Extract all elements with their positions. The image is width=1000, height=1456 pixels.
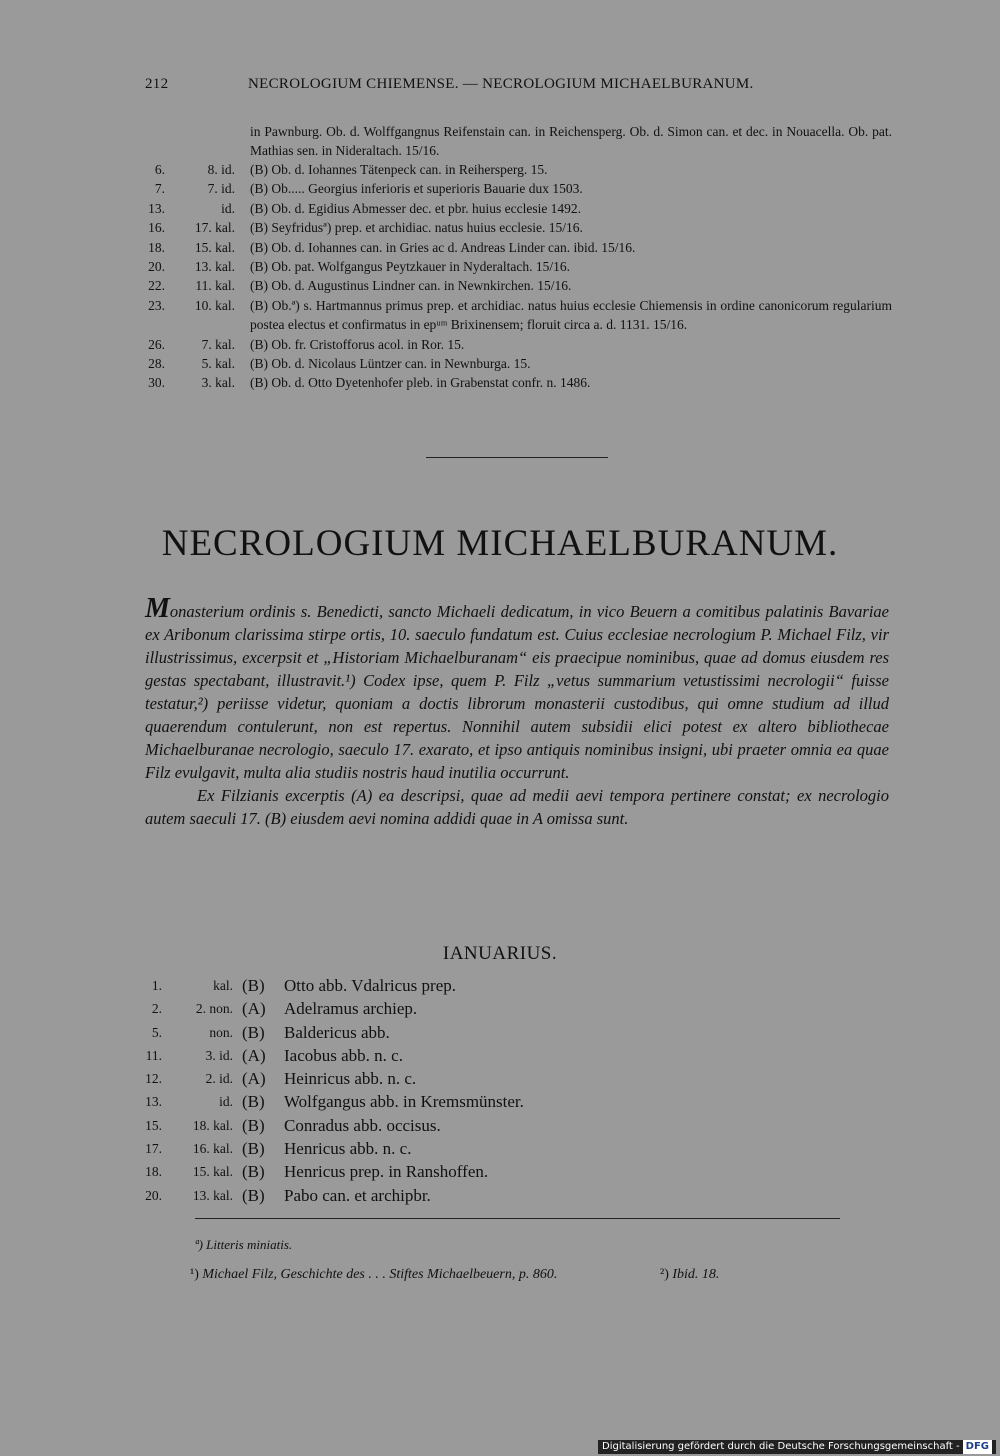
entry-day: 16. (148, 220, 165, 236)
entry-day: 20. (148, 259, 165, 275)
footnote-rule (195, 1218, 840, 1219)
entry-date: 8. id. (207, 162, 235, 177)
entry-text: (B) Ob. d. Iohannes Tätenpeck can. in Reihersperg. 15. (250, 162, 548, 177)
january-entries (140, 974, 640, 1207)
entry-name: Iacobus abb. n. c. (284, 1045, 403, 1065)
entry-source: (A) (242, 999, 266, 1019)
entry-date: 3. kal. (201, 375, 235, 391)
entry-date: 17. kal. (194, 220, 235, 236)
section-divider (426, 457, 608, 458)
january-row (140, 1137, 640, 1160)
january-row (140, 1044, 640, 1067)
january-row (140, 1090, 640, 1113)
january-row (140, 1184, 640, 1207)
entry-day: 5. (151, 1024, 162, 1040)
entry-date: 3. id. (205, 1047, 233, 1063)
entry-source: (B) (242, 1162, 265, 1182)
entry-text: (B) Ob..... Georgius inferioris et superioris Bauarie dux 1503. (250, 181, 583, 197)
entry-day: 30. (148, 375, 165, 391)
entry-date: 2. id. (205, 1071, 233, 1087)
entry-name: Otto abb. Vdalricus prep. (284, 976, 457, 995)
entry-row (140, 160, 892, 179)
entry-date: 5. kal. (201, 356, 235, 372)
entry-text: (B) Ob. fr. Cristofforus acol. in Ror. 15. (250, 336, 465, 352)
entry-day: 23. (148, 297, 165, 313)
entry-text: (B) Ob. pat. Wolfgangus Peytzkauer in Nyderaltach. 15/16. (250, 259, 570, 275)
entry-name: Henricus abb. n. c. (284, 1139, 412, 1159)
entry-day: 12. (145, 1071, 162, 1087)
footnote-1-mark: ¹) (190, 1267, 199, 1282)
entry-date: 13. kal. (194, 259, 235, 275)
running-title: NECROLOGIUM CHIEMENSE. — NECROLOGIUM MICHAELBURANUM. (248, 76, 754, 92)
entry-name: Adelramus archiep. (284, 999, 418, 1019)
entry-row (140, 238, 892, 257)
january-row (140, 1067, 640, 1090)
entry-source: (A) (242, 1069, 266, 1089)
entry-day: 20. (145, 1187, 162, 1203)
continuation-text: in Pawnburg. Ob. d. Wolffgangnus Reifenstain can. in Reichensperg. Ob. d. Simon can. et dec. in Nouacella. Ob. pat. Mathias sen. in Nideraltach. 15/16. (250, 124, 892, 158)
entry-text: (B) Ob. d. Egidius Abmesser dec. et pbr. huius ecclesie 1492. (250, 200, 582, 216)
entry-day: 26. (148, 336, 165, 352)
entry-date: 16. kal. (192, 1141, 233, 1157)
entry-text: (B) Ob. d. Augustinus Lindner can. in Newnkirchen. 15/16. (250, 278, 572, 294)
entry-date: 15. kal. (194, 239, 235, 255)
footnote-2-wrapper (660, 1267, 719, 1283)
entry-date: id. (221, 200, 235, 216)
introduction (145, 593, 889, 830)
january-row (140, 974, 640, 997)
january-row (140, 1160, 640, 1183)
entry-row (140, 335, 892, 354)
entry-day: 28. (148, 356, 165, 372)
entry-source: (B) (242, 1185, 265, 1205)
entry-day: 15. (145, 1117, 162, 1133)
intro-paragraph (145, 593, 889, 784)
entry-name: Conradus abb. occisus. (284, 1115, 441, 1135)
month-heading: IANUARIUS. (442, 943, 558, 964)
dfg-logo: DFG (963, 1440, 992, 1454)
entry-date: 10. kal. (194, 297, 235, 313)
entry-name: Henricus prep. in Ranshoffen. (284, 1162, 489, 1182)
entry-date: 13. kal. (192, 1187, 233, 1203)
page-number: 212 (145, 76, 169, 92)
entry-day: 6. (154, 162, 165, 177)
entry-row (140, 296, 892, 335)
footnote-2: Ibid. 18. (672, 1267, 720, 1282)
entry-text: (B) Ob. d. Otto Dyetenhofer pleb. in Grabenstat confr. n. 1486. (250, 375, 591, 391)
entry-day: 18. (148, 239, 165, 255)
footer-text: Digitalisierung gefördert durch die Deutsche Forschungsgemeinschaft - (602, 1441, 960, 1452)
intro-paragraph-text: onasterium ordinis s. Benedicti, sancto Michaeli dedicatum, in vico Beuern a comitibus palatinis Bavariae ex Aribonum clarissima stirpe ortis, 10. saeculo fundatum est. Cuius ecclesiae necrologium P. Michael Filz, vir illustrissimus, excerpsit et „Historiam Michaelburanam“ eis praecipue nominibus, quae ad domus eiusdem res gestas spectabant, illustravit.¹) Codex ipse, quem P. Filz „vetus summarium vetustissimi necrologii“ fuisse testatur,²) periisse videtur, quoniam a doctis librorum monasterii custodibus, qui omne studium ad illud quaerendum contulerunt, non est repertus. Nonnihil autem subsidii elici potest ex altero bibliothecae Michaelburanae necrologio, saeculo 17. exarato, et ipso antiquis nominibus insigni, ubi praeter omnia ea quae Filz evulgavit, multa alia studiis nostris haud inutilia occurrunt. (145, 602, 889, 782)
footnotes (190, 1267, 840, 1283)
entry-row (140, 218, 892, 237)
previous-entries (140, 160, 892, 393)
entry-date: 15. kal. (192, 1164, 233, 1180)
january-row (140, 1114, 640, 1137)
entry-row (140, 179, 892, 198)
entry-source: (B) (242, 1115, 265, 1135)
entry-day: 13. (145, 1094, 162, 1110)
entry-row (140, 373, 892, 392)
entry-day: 17. (145, 1141, 162, 1157)
entry-row (140, 276, 892, 295)
entry-source: (B) (242, 976, 265, 995)
entry-row (140, 257, 892, 276)
footnote-2-mark: ²) (660, 1267, 669, 1282)
entry-day: 1. (151, 978, 162, 993)
entry-day: 7. (154, 181, 165, 197)
entry-name: Baldericus abb. (284, 1022, 390, 1042)
entry-row (140, 199, 892, 218)
footnote-1: Michael Filz, Geschichte des . . . Stiftes Michaelbeuern, p. 860. (202, 1267, 558, 1282)
dfg-footer-banner (598, 1440, 996, 1454)
entry-name: Wolfgangus abb. in Kremsmünster. (284, 1092, 524, 1112)
entry-date: 18. kal. (192, 1117, 233, 1133)
entry-date: kal. (213, 978, 233, 993)
entry-source: (B) (242, 1092, 265, 1112)
january-row (140, 1021, 640, 1044)
entry-day: 22. (148, 278, 165, 294)
entry-text: (B) Ob. d. Nicolaus Lüntzer can. in Newnburga. 15. (250, 356, 531, 372)
entry-row (140, 354, 892, 373)
entry-date: 7. kal. (201, 336, 235, 352)
entry-date: 2. non. (195, 1001, 233, 1017)
entry-name: Heinricus abb. n. c. (284, 1069, 417, 1089)
entry-date: non. (209, 1024, 233, 1040)
entry-day: 13. (148, 200, 165, 216)
entry-date: id. (219, 1094, 233, 1110)
entry-source: (B) (242, 1022, 265, 1042)
drop-initial: M (145, 593, 170, 624)
entry-name: Pabo can. et archipbr. (284, 1185, 431, 1205)
entry-day: 2. (151, 1001, 162, 1017)
entry-text: (B) Ob. d. Iohannes can. in Gries ac d. Andreas Linder can. ibid. 15/16. (250, 239, 636, 255)
intro-paragraph: Ex Filzianis excerptis (A) ea descripsi, quae ad medii aevi tempora pertinere constat; ex necrologio autem saeculi 17. (B) eiusdem aevi nomina addidi quae in A omissa sunt. (145, 786, 889, 828)
entry-source: (A) (242, 1045, 266, 1065)
entry-date: 11. kal. (195, 278, 235, 294)
entry-day: 18. (145, 1164, 162, 1180)
entry-source: (B) (242, 1139, 265, 1159)
entry-day: 11. (145, 1047, 162, 1063)
footnote-a: ª) Litteris miniatis. (195, 1237, 293, 1252)
january-row (140, 997, 640, 1020)
entry-text: (B) Seyfridusª) prep. et archidiac. natus huius ecclesie. 15/16. (250, 220, 583, 236)
entry-date: 7. id. (207, 181, 235, 197)
section-title: NECROLOGIUM MICHAELBURANUM. (161, 523, 839, 564)
entry-text: (B) Ob.ª) s. Hartmannus primus prep. et archidiac. natus huius ecclesie Chiemensis in ordine canonicorum regularium postea electus et confirmatus in epᵘᵐ Brixinensem; floruit circa a. d. 1131. 15/16. (250, 297, 892, 333)
